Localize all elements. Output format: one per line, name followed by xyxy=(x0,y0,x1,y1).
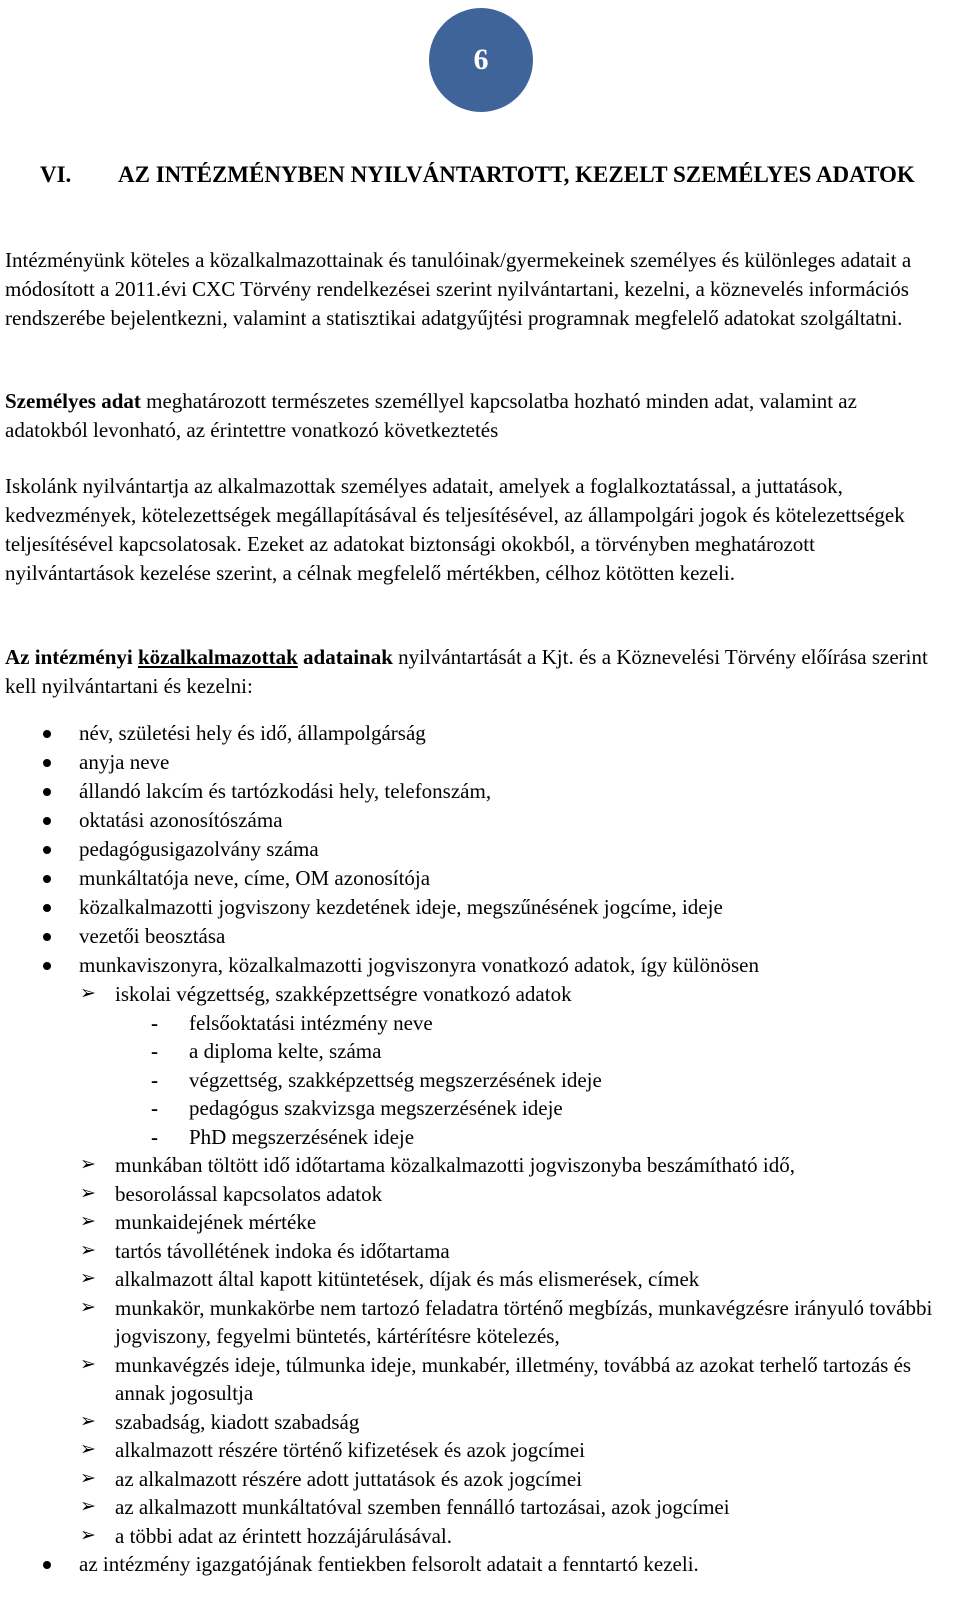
definition-term: Személyes adat xyxy=(5,389,141,413)
list-item xyxy=(0,1151,940,1180)
list-item-text: munkában töltött idő időtartama közalkalmazotti jogviszonyba beszámítható idő, xyxy=(115,1153,795,1177)
list-item-text: munkakör, munkakörbe nem tartozó feladatra történő megbízás, munkavégzésre irányuló további jogviszony, fegyelmi büntetés, kártérítésre kötelezés, xyxy=(115,1295,933,1348)
staff-bold-2: adatainak xyxy=(297,645,393,669)
list-item xyxy=(0,748,940,777)
list-item xyxy=(0,1265,940,1294)
list-item-text: végzettség, szakképzettség megszerzésének ideje xyxy=(189,1067,602,1092)
list-item xyxy=(0,1009,940,1038)
arrow-bullet-icon: ➢ xyxy=(80,1182,96,1204)
list-item-text: vezetői beosztása xyxy=(79,924,226,948)
bullet-dot-icon xyxy=(43,846,51,854)
bullet-dot-icon xyxy=(43,788,51,796)
arrow-bullet-icon: ➢ xyxy=(80,1296,96,1318)
list-item-text: a többi adat az érintett hozzájárulásával. xyxy=(115,1523,452,1548)
list-item xyxy=(0,922,940,951)
list-item-text: anyja neve xyxy=(79,750,170,774)
bullet-dot-icon xyxy=(43,817,51,825)
section-title: AZ INTÉZMÉNYBEN NYILVÁNTARTOTT, KEZELT SZEMÉLYES ADATOK xyxy=(118,162,915,187)
list-item-text: pedagógus szakvizsga megszerzésének ideje xyxy=(189,1096,563,1120)
dash-bullet-icon: - xyxy=(151,1124,158,1149)
dash-bullet-icon: - xyxy=(151,1067,158,1092)
arrow-bullet-icon: ➢ xyxy=(80,1524,96,1546)
list-item xyxy=(0,1094,940,1123)
arrow-bullet-icon: ➢ xyxy=(80,1268,96,1289)
list-item xyxy=(0,1237,940,1266)
list-item-text: az intézmény igazgatójának fentiekben felsorolt adatait a fenntartó kezeli. xyxy=(79,1552,699,1576)
list-item-text: az alkalmazott munkáltatóval szemben fennálló tartozásai, azok jogcímei xyxy=(115,1495,730,1519)
staff-rest: nyilvántartását a Kjt. és a Köznevelési Törvény előírása szerint kell nyilvántartani és kezelni: xyxy=(5,645,928,698)
arrow-bullet-icon: ➢ xyxy=(80,1439,96,1460)
list-item-text: iskolai végzettség, szakképzettségre vonatkozó adatok xyxy=(115,982,572,1006)
list-item-text: szabadság, kiadott szabadság xyxy=(115,1409,360,1434)
list-item-text: közalkalmazotti jogviszony kezdetének ideje, megszűnésének jogcíme, ideje xyxy=(79,895,723,919)
bullet-dot-icon xyxy=(43,1561,51,1569)
list-item-text: név, születési hely és idő, állampolgárság xyxy=(79,721,426,745)
list-item-text: állandó lakcím és tartózkodási hely, telefonszám, xyxy=(79,779,492,803)
list-item-text: munkavégzés ideje, túlmunka ideje, munkabér, illetmény, továbbá az azokat terhelő tartozás és annak jogosultja xyxy=(115,1352,912,1405)
section-number: VI. xyxy=(40,162,72,187)
list-item xyxy=(0,1465,940,1494)
list-item xyxy=(0,1408,940,1437)
list-item-text: a diploma kelte, száma xyxy=(189,1039,382,1063)
bullet-dot-icon xyxy=(43,730,51,738)
list-item xyxy=(0,719,940,748)
list-item xyxy=(0,1493,940,1522)
list-item xyxy=(0,1037,940,1066)
list-item xyxy=(0,777,940,806)
bullet-dot-icon xyxy=(43,904,51,912)
bullet-dot-icon xyxy=(43,962,51,970)
bullet-dot-icon xyxy=(43,875,51,883)
staff-paragraph xyxy=(5,643,940,701)
arrow-bullet-icon: ➢ xyxy=(80,1154,96,1175)
list-item xyxy=(0,1180,940,1209)
arrow-bullet-icon: ➢ xyxy=(80,983,96,1004)
bullet-dot-icon xyxy=(43,933,51,941)
staff-bold-1: Az intézményi xyxy=(5,645,138,669)
list-item-text: munkaidejének mértéke xyxy=(115,1210,317,1234)
list-item xyxy=(0,980,940,1009)
school-paragraph: Iskolánk nyilvántartja az alkalmazottak személyes adatait, amelyek a foglalkoztatással, a juttatások, kedvezmények, kötelezettségek megállapításával és teljesítésével, az állampolgári jogok és kötelezettségek teljesítésével kapcsolatosak. Ezeket az adatokat biztonsági okokból, a törvényben meghatározott nyilvántartások kezelése szerint, a célnak megfelelő mértékben, célhoz kötötten kezeli. xyxy=(5,474,905,585)
intro-paragraph: Intézményünk köteles a közalkalmazottainak és tanulóinak/gyermekeinek személyes és különleges adatait a módosított a 2011.évi CXC Törvény rendelkezései szerint nyilvántartani, kezelni, a köznevelés információs rendszerébe bejelentkezni, valamint a statisztikai adatgyűjtési programnak megfelelő adatokat szolgáltatni. xyxy=(5,248,912,330)
list-item xyxy=(0,806,940,835)
list-item xyxy=(0,893,940,922)
personal-data-list xyxy=(0,719,940,1579)
arrow-bullet-icon: ➢ xyxy=(80,1239,96,1261)
list-item xyxy=(0,1436,940,1465)
list-item-text: alkalmazott részére történő kifizetések és azok jogcímei xyxy=(115,1438,585,1462)
arrow-bullet-icon: ➢ xyxy=(80,1496,96,1517)
list-item xyxy=(0,1208,940,1237)
list-item-text: besorolással kapcsolatos adatok xyxy=(115,1181,383,1206)
list-item xyxy=(0,1522,940,1551)
list-item-text: munkaviszonyra, közalkalmazotti jogviszonyra vonatkozó adatok, így különösen xyxy=(79,953,759,977)
definition-text: meghatározott természetes személlyel kapcsolatba hozható minden adat, valamint az adatokból levonható, az érintettre vonatkozó következtetés xyxy=(5,389,857,442)
staff-underlined: közalkalmazottak xyxy=(137,645,298,669)
list-item xyxy=(0,1066,940,1095)
definition-paragraph xyxy=(5,387,940,445)
dash-bullet-icon: - xyxy=(151,1039,158,1063)
arrow-bullet-icon: ➢ xyxy=(80,1410,96,1432)
list-item xyxy=(0,951,940,980)
list-item xyxy=(0,864,940,893)
arrow-bullet-icon: ➢ xyxy=(80,1353,96,1375)
list-item-text: felsőoktatási intézmény neve xyxy=(189,1010,433,1035)
page-number-badge: 6 xyxy=(429,8,533,112)
list-item-text: az alkalmazott részére adott juttatások és azok jogcímei xyxy=(115,1466,583,1491)
list-item-text: munkáltatója neve, címe, OM azonosítója xyxy=(79,866,431,890)
list-item xyxy=(0,1351,940,1408)
arrow-bullet-icon: ➢ xyxy=(80,1467,96,1489)
list-item-text: oktatási azonosítószáma xyxy=(79,808,283,832)
list-item xyxy=(0,1550,940,1579)
list-item xyxy=(0,1123,940,1152)
list-item xyxy=(0,835,940,864)
list-item xyxy=(0,1294,940,1351)
list-item-text: tartós távollétének indoka és időtartama xyxy=(115,1238,450,1263)
arrow-bullet-icon: ➢ xyxy=(80,1211,96,1232)
dash-bullet-icon: - xyxy=(151,1096,158,1120)
list-item-text: alkalmazott által kapott kitüntetések, díjak és más elismerések, címek xyxy=(115,1267,700,1291)
list-item-text: pedagógusigazolvány száma xyxy=(79,837,319,861)
bullet-dot-icon xyxy=(43,759,51,767)
list-item-text: PhD megszerzésének ideje xyxy=(189,1124,415,1149)
dash-bullet-icon: - xyxy=(151,1010,158,1035)
